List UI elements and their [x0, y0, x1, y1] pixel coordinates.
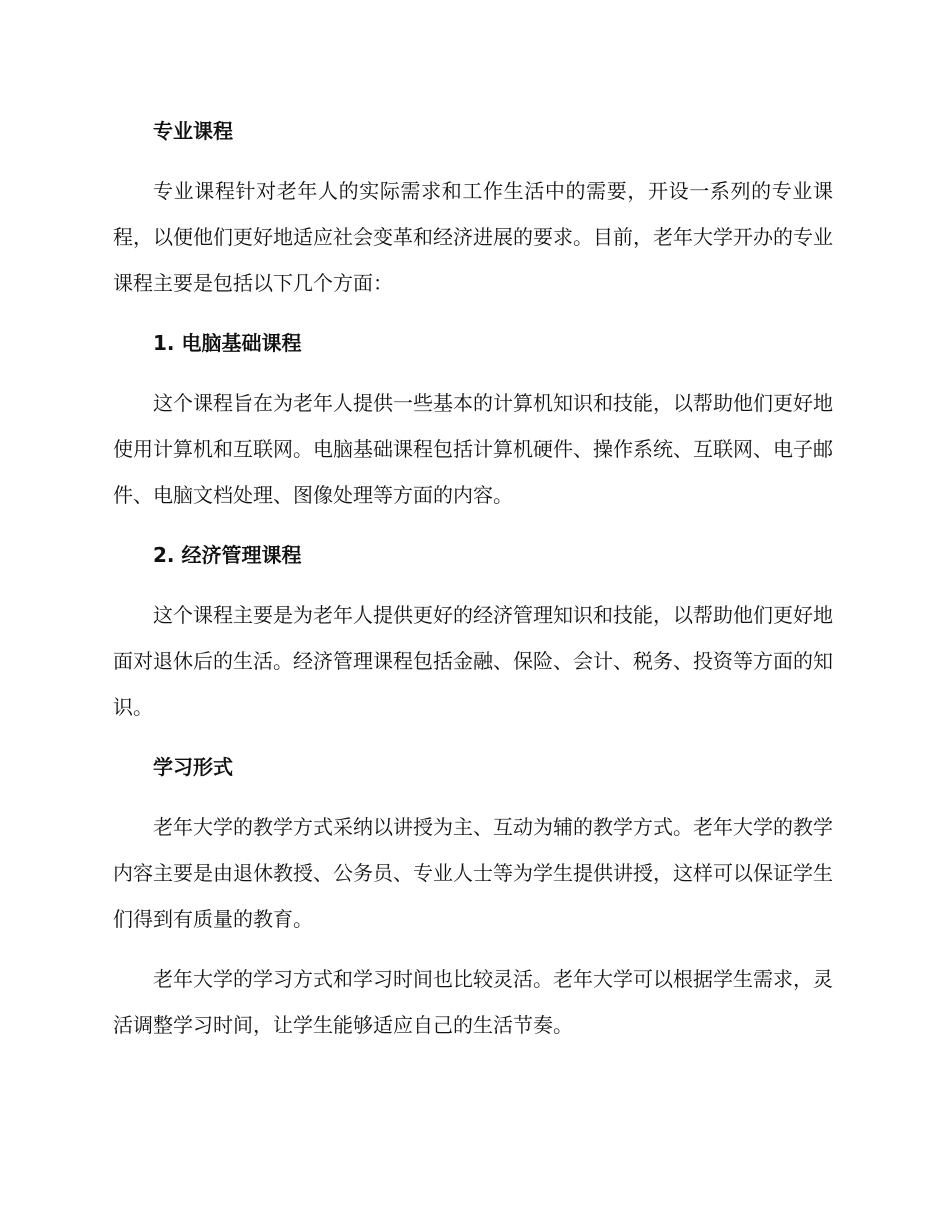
subheading-economic-management: 2. 经济管理课程: [153, 543, 302, 567]
document-page: [113, 108, 833, 1062]
section-heading-specialized-courses: 专业课程: [153, 119, 233, 143]
section-heading-learning-format: 学习形式: [153, 755, 233, 779]
subheading-computer-basics: 1. 电脑基础课程: [153, 331, 302, 355]
paragraph-computer-basics: 这个课程旨在为老年人提供一些基本的计算机知识和技能，以帮助他们更好地使用计算机和互联网。电脑基础课程包括计算机硬件、操作系统、互联网、电子邮件、电脑文档处理、图像处理等方面的内容。: [113, 391, 833, 507]
paragraph-economic-management: 这个课程主要是为老年人提供更好的经济管理知识和技能，以帮助他们更好地面对退休后的生活。经济管理课程包括金融、保险、会计、税务、投资等方面的知识。: [113, 603, 833, 719]
paragraph-flexible-schedule: 老年大学的学习方式和学习时间也比较灵活。老年大学可以根据学生需求，灵活调整学习时间，让学生能够适应自己的生活节奏。: [113, 967, 833, 1037]
paragraph-specialized-courses-intro: 专业课程针对老年人的实际需求和工作生活中的需要，开设一系列的专业课程，以便他们更好地适应社会变革和经济进展的要求。目前，老年大学开办的专业课程主要是包括以下几个方面：: [113, 179, 833, 295]
paragraph-teaching-method: 老年大学的教学方式采纳以讲授为主、互动为辅的教学方式。老年大学的教学内容主要是由退休教授、公务员、专业人士等为学生提供讲授，这样可以保证学生们得到有质量的教育。: [113, 815, 833, 931]
